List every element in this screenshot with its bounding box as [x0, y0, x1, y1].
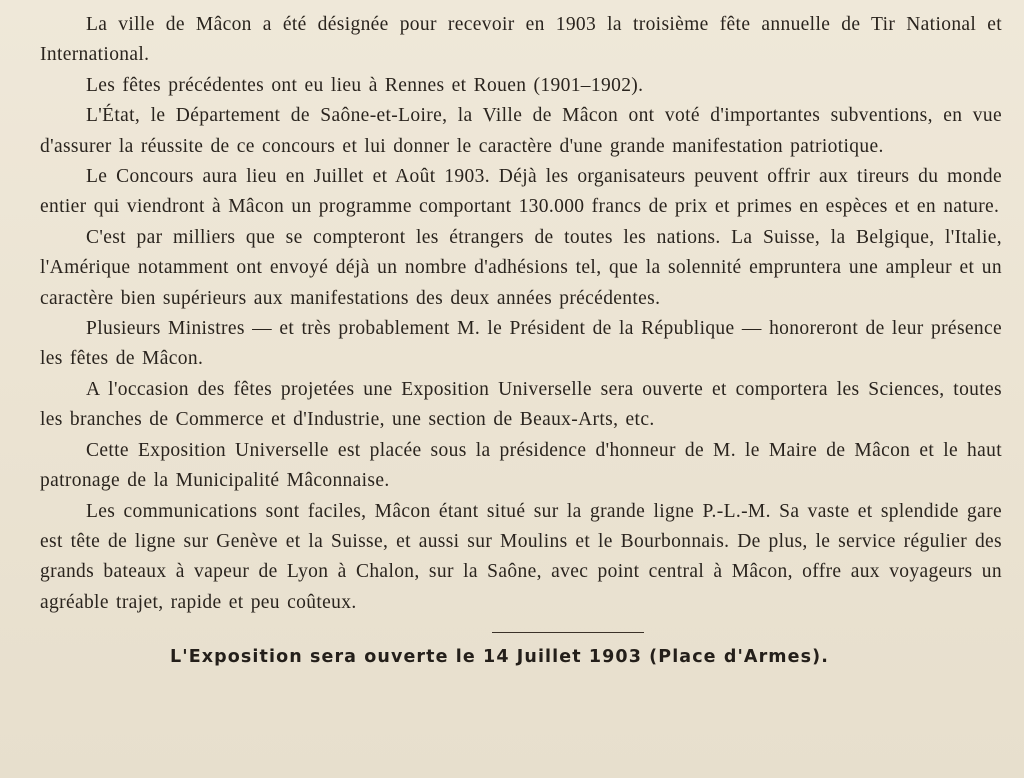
closing-announcement: L'Exposition sera ouverte le 14 Juillet 1903 (Place d'Armes).: [170, 647, 829, 668]
paragraph-ministres: Plusieurs Ministres — et très probablement M. le Président de la République — honoreront de leur présence les fêtes de Mâcon.: [40, 318, 1002, 370]
paragraph-concours: Le Concours aura lieu en Juillet et Août 1903. Déjà les organisateurs peuvent offrir aux tireurs du monde entier qui viendront à Mâcon un programme comportant 130.000 francs de prix et primes en espèces et en nature.: [40, 166, 1002, 218]
section-divider: [492, 632, 644, 633]
paragraph-subventions: L'État, le Département de Saône-et-Loire, la Ville de Mâcon ont voté d'importantes subventions, en vue d'assurer la réussite de ce concours et lui donner le caractère d'une grande manifestation patriotique.: [40, 105, 1002, 157]
paragraph-presidence: Cette Exposition Universelle est placée sous la présidence d'honneur de M. le Maire de Mâcon et le haut patronage de la Municipalité Mâconnaise.: [40, 439, 1002, 492]
paragraph-previous-fetes: Les fêtes précédentes ont eu lieu à Rennes et Rouen (1901–1902).: [86, 74, 644, 96]
paragraph-exposition: A l'occasion des fêtes projetées une Exposition Universelle sera ouverte et comportera les Sciences, toutes les branches de Commerce et d'Industrie, une section de Beaux-Arts, etc.: [40, 378, 1002, 431]
paragraph-communications: Les communications sont faciles, Mâcon étant situé sur la grande ligne P.-L.-M. Sa vaste et splendide gare est tête de ligne sur Genève et la Suisse, et aussi sur Moulins et le Bourbonnais. De plus, le service régulier des grands bateaux à vapeur de Lyon à Chalon, sur la Saône, avec point central à Mâcon, offre aux voyageurs un agréable trajet, rapide et peu coûteux.: [40, 500, 1002, 613]
document-body: [40, 10, 1002, 618]
paragraph-etrangers: C'est par milliers que se compteront les étrangers de toutes les nations. La Suisse, la Belgique, l'Italie, l'Amérique notamment ont envoyé déjà un nombre d'adhésions tel, que la solennité empruntera une ampleur et un caractère bien supérieurs aux manifestations des deux années précédentes.: [40, 226, 1002, 309]
paragraph-intro: La ville de Mâcon a été désignée pour recevoir en 1903 la troisième fête annuelle de Tir National et International.: [40, 14, 1002, 66]
